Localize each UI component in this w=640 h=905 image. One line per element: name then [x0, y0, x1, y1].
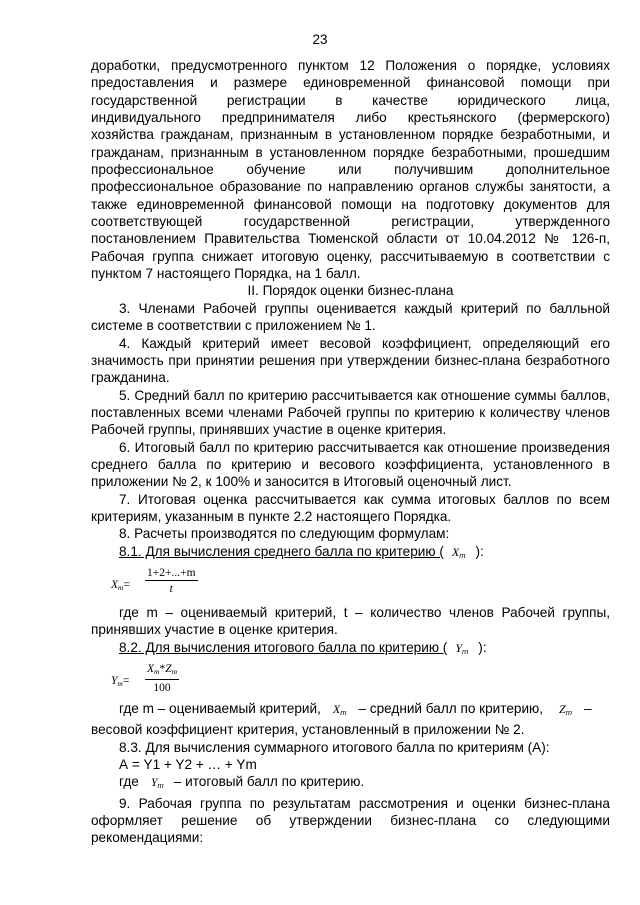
- symbol-y: Y: [150, 775, 158, 790]
- formula-fraction: [145, 566, 198, 598]
- symbol-sub: m: [459, 550, 466, 560]
- item-8-2-where-cont: весовой коэффициент критерия, установленный в приложении № 2.: [91, 722, 525, 738]
- text-line: государственной регистрации в качестве юридического лица,: [91, 92, 610, 108]
- formula-lhs: $Y_m=$: [111, 675, 130, 688]
- section-heading: II. Порядок оценки бизнес-плана: [247, 283, 454, 299]
- formula-numerator: $X_m*Z_m$: [145, 662, 179, 680]
- symbol-sub: m: [462, 646, 469, 656]
- item-8-2-where: где m – оцениваемый критерий, $X_m$ – средний балл по критерию, $Z_m$ –: [119, 701, 592, 717]
- item-8-2-label: 8.2. Для вычисления итогового балла по критерию (: [119, 639, 448, 655]
- item-4: 4. Каждый критерий имеет весовой коэффициент, определяющий его значимость при принятии решения при утверждении бизнес-плана безработного гражданина.: [91, 335, 610, 386]
- item-7: 7. Итоговая оценка рассчитывается как сумма итоговых баллов по всем критериям, указанным в пункте 2.2 настоящего Порядка.: [91, 491, 610, 524]
- formula-numerator: 1+2+...+m: [147, 566, 196, 579]
- text-line: гражданам, признанным в установленном порядке безработными, прошедшим: [91, 144, 610, 160]
- intro-paragraph: [91, 57, 610, 282]
- item-5: 5. Средний балл по критерию рассчитывается как отношение суммы баллов, поставленных всеми членами Рабочей группы по критерию к количеству членов Рабочей группы, принявших участие в оценке критерия.: [91, 387, 610, 438]
- symbol-z: Z: [559, 702, 566, 716]
- item-8-1: [91, 543, 610, 564]
- item-8-1-suffix: ):: [475, 543, 484, 559]
- item-9: 9. Рабочая группа по результатам рассмотрения и оценки бизнес-плана оформляет решение об утверждении бизнес-плана со следующими: [91, 795, 610, 829]
- text-line: доработки, предусмотренного пунктом 12 Положения о порядке, условиях: [91, 58, 610, 73]
- text-line: профессиональное обучение или получившим дополнительное: [91, 162, 610, 178]
- text-line: профессиональное образование по направлению органов службы занятости, а: [91, 179, 610, 195]
- document-body: [91, 57, 610, 847]
- item-8-1-where: где m – оцениваемый критерий, t – количество членов Рабочей группы, принявших участие в оценке критерия.: [91, 604, 610, 638]
- text-line: соответствующей государственной регистрации, утвержденного: [91, 214, 610, 230]
- symbol-x: X: [332, 702, 341, 716]
- item-8: 8. Расчеты производятся по следующим формулам:: [119, 526, 450, 542]
- formula-average: [91, 564, 610, 604]
- text-line: пунктом 7 настоящего Порядка, на 1 балл.: [91, 266, 361, 282]
- formula-lhs: $X_m=$: [111, 578, 130, 592]
- item-8-2-suffix: ):: [478, 639, 487, 655]
- item-3: 3. Членами Рабочей группы оценивается каждый критерий по балльной системе в соответствии с приложением № 1.: [91, 300, 610, 334]
- text-line: индивидуального предпринимателя либо крестьянского (фермерского): [91, 110, 610, 126]
- text-line: также единовременной финансовой помощи на подготовку документов для: [91, 196, 610, 212]
- formula-fraction: [145, 662, 179, 697]
- formula-denominator: 100: [153, 682, 171, 694]
- symbol-x: X: [451, 544, 460, 559]
- item-8-2: [91, 639, 610, 660]
- item-6: 6. Итоговый балл по критерию рассчитывается как отношение произведения среднего балла по критерию и весового коэффициента, установленного в приложении № 2, к 100% и заносится в Итоговый оценочный лист.: [91, 439, 610, 490]
- sum-where: где $Y_m$ – итоговый балл по критерию.: [119, 774, 365, 791]
- text-line: предоставления и размере единовременной финансовой помощи при: [91, 75, 610, 91]
- item-9-last: рекомендациями:: [91, 830, 204, 846]
- formula-total: [91, 660, 610, 700]
- text-line: Рабочая группа снижает итоговую оценку, рассчитываемую в соответствии с: [91, 248, 610, 264]
- sum-formula: А = Y1 + Y2 + … + Ym: [119, 757, 257, 773]
- symbol-y: Y: [455, 640, 463, 655]
- text-line: хозяйства гражданам, признанным в установленном порядке безработными, и: [91, 127, 610, 143]
- item-8-1-label: 8.1. Для вычисления среднего балла по критерию (: [119, 543, 444, 559]
- item-8-3: 8.3. Для вычисления суммарного итогового балла по критериям (А):: [119, 739, 550, 755]
- formula-denominator: t: [169, 582, 173, 595]
- page-number: 23: [312, 32, 328, 47]
- text-line: постановлением Правительства Тюменской области от 10.04.2012 № 126-п,: [91, 231, 610, 247]
